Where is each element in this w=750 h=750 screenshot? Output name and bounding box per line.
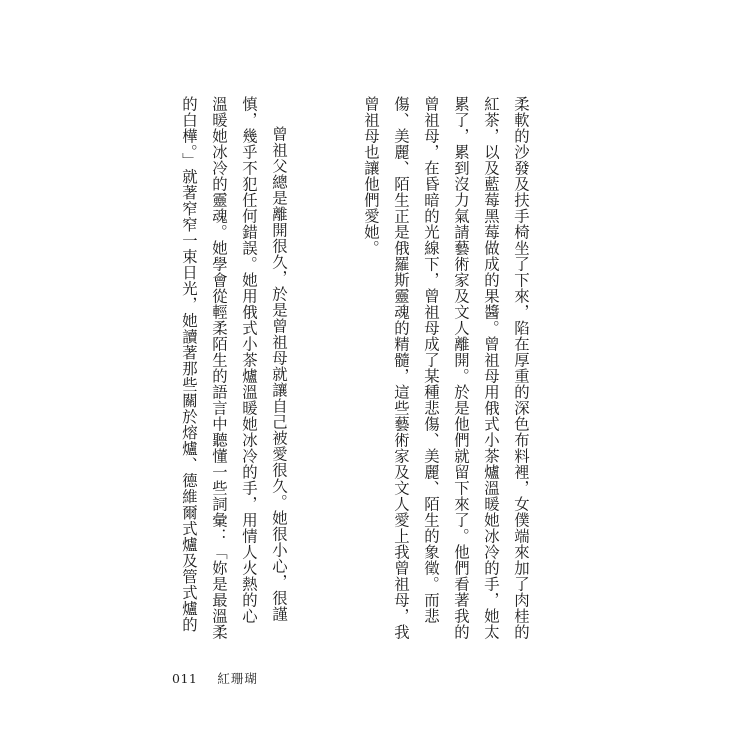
text-column: 曾祖母也讓他們愛她。	[362, 96, 380, 256]
text-column: 的白樺。」就著窄窄一束日光，她讀著那些關於熔爐、德維爾式爐及管式爐的	[180, 96, 198, 633]
running-title: 紅珊瑚	[217, 671, 258, 686]
text-column: 累了，累到沒力氣請藝術家及文人離開。於是他們就留下來了。他們看著我的	[452, 96, 470, 640]
text-column: 傷、美麗、陌生正是俄羅斯靈魂的精髓，這些藝術家及文人愛上我曾祖母，我	[392, 96, 410, 640]
text-column: 紅茶，以及藍莓黑莓做成的果醬。曾祖母用俄式小茶爐溫暖她冰冷的手，她太	[482, 96, 500, 640]
text-column: 溫暖她冰冷的靈魂。她學會從輕柔陌生的語言中聽懂一些詞彙：「妳是最溫柔	[210, 96, 228, 640]
text-column: 曾祖母，在昏暗的光線下，曾祖母成了某種悲傷、美麗、陌生的象徵。而悲	[422, 96, 440, 624]
page-number: 011	[172, 671, 198, 686]
text-column: 柔軟的沙發及扶手椅坐了下來，陷在厚重的深色布料裡，女僕端來加了肉桂的	[512, 96, 530, 640]
text-column: 曾祖父總是離開很久，於是曾祖母就讓自己被愛很久。她很小心，很謹	[270, 126, 288, 622]
text-column: 慎，幾乎不犯任何錯誤。她用俄式小茶爐溫暖她冰冷的手，用情人火熱的心	[240, 96, 258, 624]
page-footer	[172, 669, 258, 687]
